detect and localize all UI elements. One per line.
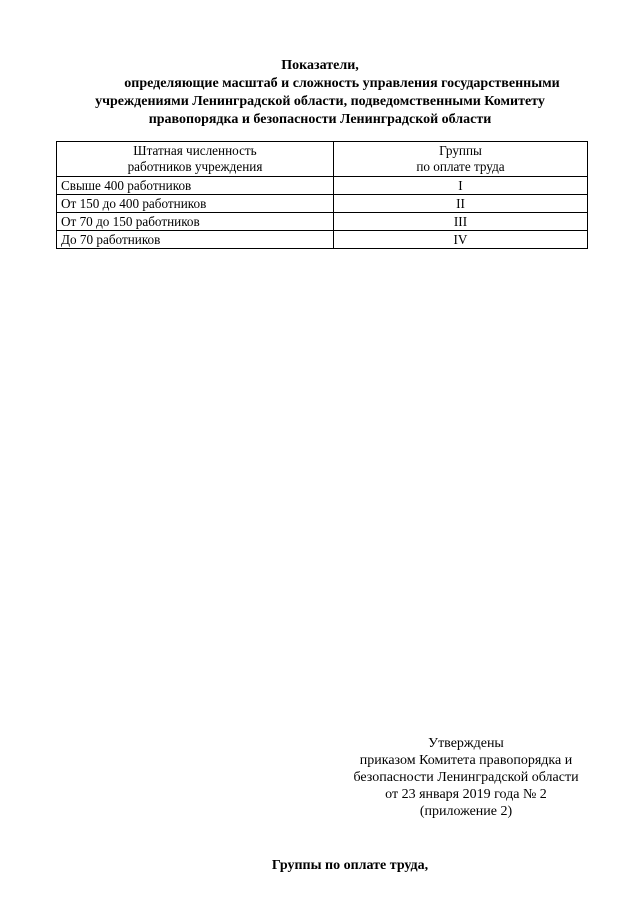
staff-cell: От 150 до 400 работников: [57, 195, 334, 213]
approval-line-2: приказом Комитета правопорядка и: [359, 753, 573, 768]
group-cell: IV: [334, 231, 588, 249]
approval-line-5: (приложение 2): [419, 804, 513, 819]
staff-cell: Свыше 400 работников: [57, 177, 334, 195]
header-staff-count: Штатная численность работников учреждения: [57, 142, 334, 177]
group-cell: I: [334, 177, 588, 195]
section-heading: Группы по оплате труда,: [271, 858, 429, 873]
group-cell: III: [334, 213, 588, 231]
staff-cell: До 70 работников: [57, 231, 334, 249]
staff-cell: От 70 до 150 работников: [57, 213, 334, 231]
document-title: [60, 57, 580, 129]
title-line-2: определяющие масштаб и сложность управления государственными: [124, 76, 560, 91]
pay-groups-table: [56, 141, 588, 249]
approval-line-4: от 23 января 2019 года № 2: [385, 787, 547, 802]
title-line-1: Показатели,: [281, 58, 359, 73]
title-line-4: правопорядка и безопасности Ленинградской области: [148, 112, 492, 127]
table-row: [57, 177, 588, 195]
header-pay-group: Группы по оплате труда: [334, 142, 588, 177]
table-header-row: [57, 142, 588, 177]
table-row: [57, 213, 588, 231]
approval-line-1: Утверждены: [428, 736, 504, 751]
title-line-3: учреждениями Ленинградской области, подведомственными Комитету: [95, 94, 545, 109]
approval-line-3: безопасности Ленинградской области: [353, 770, 579, 785]
table-row: [57, 231, 588, 249]
approval-stamp-block: [330, 735, 602, 820]
group-cell: II: [334, 195, 588, 213]
table-row: [57, 195, 588, 213]
